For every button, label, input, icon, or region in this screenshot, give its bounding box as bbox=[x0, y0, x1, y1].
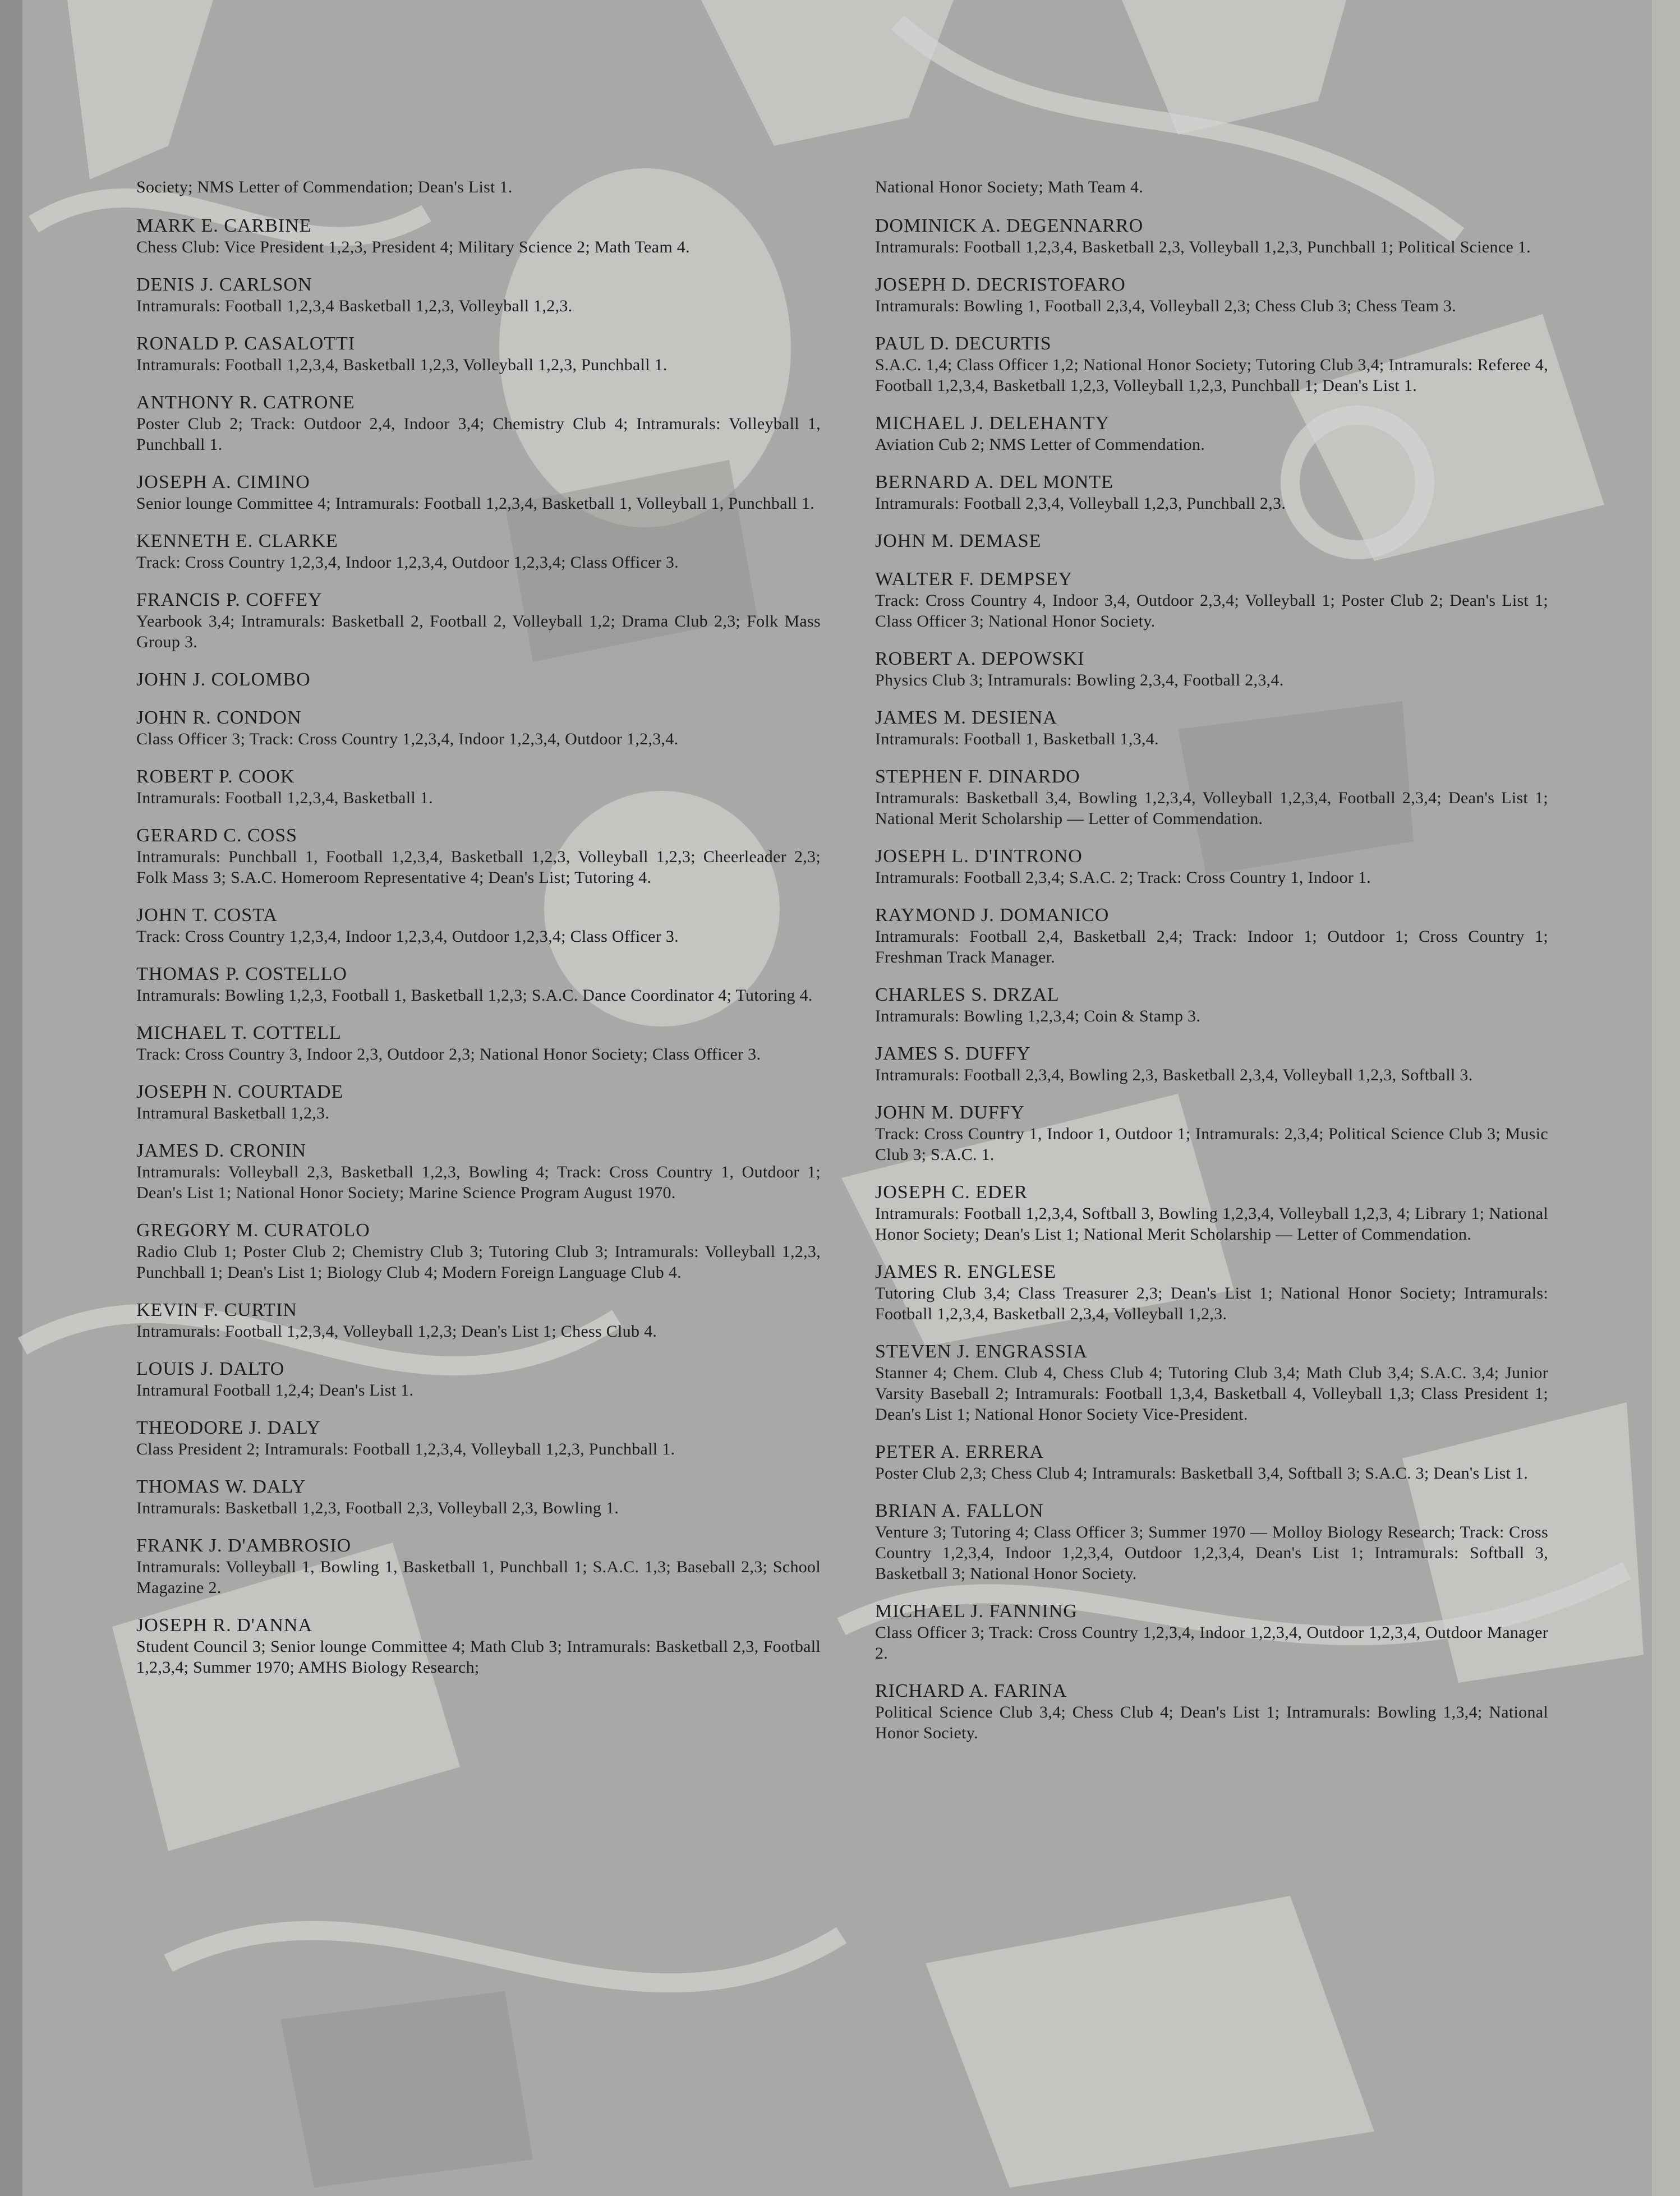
student-activities: Intramurals: Football 1,2,3,4, Basketball 1. bbox=[136, 789, 433, 807]
student-entry bbox=[136, 392, 821, 455]
student-name: JOHN M. DUFFY bbox=[875, 1102, 1025, 1123]
student-activities: Intramurals: Football 1, Basketball 1,3,4. bbox=[875, 730, 1159, 748]
student-activities: Class Officer 3; Track: Cross Country 1,2,3,4, Indoor 1,2,3,4, Outdoor 1,2,3,4, Outdoor Manager 2. bbox=[875, 1623, 1548, 1663]
student-name: MICHAEL T. COTTELL bbox=[136, 1023, 342, 1043]
student-activities: Intramural Basketball 1,2,3. bbox=[136, 1104, 330, 1122]
student-entry bbox=[136, 1140, 821, 1203]
student-entry bbox=[136, 825, 821, 888]
student-entry bbox=[136, 964, 821, 1006]
student-activities: Intramurals: Volleyball 1, Bowling 1, Basketball 1, Punchball 1; S.A.C. 1,3; Baseball 2,3; School Magazine 2. bbox=[136, 1558, 821, 1597]
student-name: JOHN M. DEMASE bbox=[875, 531, 1042, 551]
student-activities: Intramurals: Bowling 1,2,3, Football 1, Basketball 1,2,3; S.A.C. Dance Coordinator 4; Tutoring 4. bbox=[136, 986, 813, 1005]
student-activities: Intramurals: Football 1,2,3,4, Basketball 1,2,3, Volleyball 1,2,3, Punchball 1. bbox=[136, 356, 668, 374]
student-entry bbox=[136, 1615, 821, 1678]
student-entry bbox=[136, 274, 821, 316]
student-name: JAMES D. CRONIN bbox=[136, 1140, 307, 1161]
student-activities: Intramurals: Volleyball 2,3, Basketball 1,2,3, Bowling 4; Track: Cross Country 1, Outdoor 1; Dean's List 1; National Honor Society; Marine Science Program August 1970. bbox=[136, 1163, 821, 1202]
student-name: BERNARD A. DEL MONTE bbox=[875, 472, 1113, 492]
left-column bbox=[136, 177, 821, 1695]
student-name: KENNETH E. CLARKE bbox=[136, 531, 338, 551]
student-name: PETER A. ERRERA bbox=[875, 1442, 1044, 1462]
student-activities: Intramurals: Football 2,3,4, Bowling 2,3, Basketball 2,3,4, Volleyball 1,2,3, Softball 3. bbox=[875, 1066, 1473, 1084]
student-name: GREGORY M. CURATOLO bbox=[136, 1220, 370, 1241]
student-entry bbox=[875, 1601, 1548, 1664]
student-activities: Intramurals: Football 2,3,4, Volleyball 1,2,3, Punchball 2,3. bbox=[875, 494, 1286, 513]
continued-text: National Honor Society; Math Team 4. bbox=[875, 178, 1144, 196]
student-activities: Tutoring Club 3,4; Class Treasurer 2,3; Dean's List 1; National Honor Society; Intramurals: Football 1,2,3,4, Basketball 2,3,4, Volleyball 1,2,3. bbox=[875, 1284, 1548, 1323]
student-name: KEVIN F. CURTIN bbox=[136, 1300, 297, 1320]
student-entry bbox=[136, 1023, 821, 1065]
student-entry bbox=[875, 766, 1548, 829]
student-name: JOSEPH D. DECRISTOFARO bbox=[875, 274, 1126, 295]
student-activities: Class President 2; Intramurals: Football 1,2,3,4, Volleyball 1,2,3, Punchball 1. bbox=[136, 1440, 675, 1458]
student-activities: Intramurals: Bowling 1,2,3,4; Coin & Stamp 3. bbox=[875, 1007, 1201, 1025]
student-name: WALTER F. DEMPSEY bbox=[875, 569, 1073, 590]
student-name: MICHAEL J. FANNING bbox=[875, 1601, 1078, 1622]
student-name: GERARD C. COSS bbox=[136, 825, 298, 846]
student-name: JAMES R. ENGLESE bbox=[875, 1262, 1056, 1282]
student-name: BRIAN A. FALLON bbox=[875, 1500, 1044, 1521]
student-entry bbox=[136, 669, 821, 690]
continued-text: Society; NMS Letter of Commendation; Dean's List 1. bbox=[136, 178, 513, 196]
student-name: JOSEPH N. COURTADE bbox=[136, 1081, 344, 1102]
student-name: ANTHONY R. CATRONE bbox=[136, 392, 355, 413]
student-entry bbox=[875, 531, 1548, 552]
student-activities: Intramurals: Football 1,2,3,4 Basketball 1,2,3, Volleyball 1,2,3. bbox=[136, 297, 573, 315]
student-activities: Poster Club 2,3; Chess Club 4; Intramurals: Basketball 3,4, Softball 3; S.A.C. 3; Dean's List 1. bbox=[875, 1464, 1529, 1483]
student-activities: Intramurals: Basketball 3,4, Bowling 1,2,3,4, Volleyball 1,2,3,4, Football 2,3,4; Dean's List 1; National Merit Scholarship — Letter of Commendation. bbox=[875, 789, 1548, 828]
student-activities: Chess Club: Vice President 1,2,3, President 4; Military Science 2; Math Team 4. bbox=[136, 238, 690, 256]
student-entry bbox=[136, 215, 821, 257]
student-name: JOHN T. COSTA bbox=[136, 905, 278, 926]
student-name: ROBERT P. COOK bbox=[136, 766, 295, 787]
student-activities: Track: Cross Country 1,2,3,4, Indoor 1,2,3,4, Outdoor 1,2,3,4; Class Officer 3. bbox=[136, 553, 679, 572]
student-activities: Senior lounge Committee 4; Intramurals: Football 1,2,3,4, Basketball 1, Volleyball 1, Punchball 1. bbox=[136, 494, 814, 513]
student-name: STEVEN J. ENGRASSIA bbox=[875, 1341, 1088, 1362]
student-name: STEPHEN F. DINARDO bbox=[875, 766, 1080, 787]
student-entry bbox=[136, 1300, 821, 1342]
student-activities: Intramurals: Football 1,2,3,4, Softball 3, Bowling 1,2,3,4, Volleyball 1,2,3, 4; Library 1; National Honor Society; Dean's List 1; National Merit Scholarship — Letter of Commendation. bbox=[875, 1204, 1548, 1244]
student-activities: Track: Cross Country 1,2,3,4, Indoor 1,2,3,4, Outdoor 1,2,3,4; Class Officer 3. bbox=[136, 927, 679, 946]
student-activities: Track: Cross Country 3, Indoor 2,3, Outdoor 2,3; National Honor Society; Class Officer 3. bbox=[136, 1045, 761, 1064]
student-entry bbox=[875, 215, 1548, 257]
student-entry bbox=[136, 1417, 821, 1460]
student-activities: Intramurals: Bowling 1, Football 2,3,4, Volleyball 2,3; Chess Club 3; Chess Team 3. bbox=[875, 297, 1457, 315]
student-name: JOSEPH R. D'ANNA bbox=[136, 1615, 312, 1636]
student-entry bbox=[875, 1341, 1548, 1425]
student-entry bbox=[136, 766, 821, 808]
student-name: THOMAS P. COSTELLO bbox=[136, 964, 347, 984]
student-activities: Venture 3; Tutoring 4; Class Officer 3; Summer 1970 — Molloy Biology Research; Track: Cross Country 1,2,3,4, Indoor 1,2,3,4, Outdoor 1,2,3,4, Dean's List 1; Intramurals: Softball 3, Basketball 3; National Honor Society. bbox=[875, 1523, 1548, 1583]
student-name: JOSEPH A. CIMINO bbox=[136, 472, 310, 492]
student-activities: Student Council 3; Senior lounge Committee 4; Math Club 3; Intramurals: Basketball 2,3, Football 1,2,3,4; Summer 1970; AMHS Biology Research; bbox=[136, 1637, 821, 1677]
student-entry bbox=[875, 1500, 1548, 1584]
student-activities: Intramurals: Football 2,4, Basketball 2,4; Track: Indoor 1; Outdoor 1; Cross Country 1; Freshman Track Manager. bbox=[875, 927, 1548, 966]
student-entry bbox=[875, 1262, 1548, 1324]
student-activities: Intramurals: Punchball 1, Football 1,2,3,4, Basketball 1,2,3, Volleyball 1,2,3; Cheerleader 2,3; Folk Mass 3; S.A.C. Homeroom Representative 4; Dean's List; Tutoring 4. bbox=[136, 848, 821, 887]
student-name: RICHARD A. FARINA bbox=[875, 1681, 1067, 1701]
student-entry bbox=[136, 1535, 821, 1598]
student-entry bbox=[875, 905, 1548, 968]
student-activities: Yearbook 3,4; Intramurals: Basketball 2, Football 2, Volleyball 1,2; Drama Club 2,3; Folk Mass Group 3. bbox=[136, 612, 821, 651]
student-activities: Radio Club 1; Poster Club 2; Chemistry Club 3; Tutoring Club 3; Intramurals: Volleyball 1,2,3, Punchball 1; Dean's List 1; Biology Club 4; Modern Foreign Language Club 4. bbox=[136, 1242, 821, 1282]
student-entry bbox=[136, 531, 821, 573]
student-activities: Track: Cross Country 4, Indoor 3,4, Outdoor 2,3,4; Volleyball 1; Poster Club 2; Dean's List 1; Class Officer 3; National Honor Society. bbox=[875, 591, 1548, 630]
student-entry bbox=[875, 274, 1548, 316]
student-entry bbox=[136, 1476, 821, 1518]
student-name: MICHAEL J. DELEHANTY bbox=[875, 413, 1110, 434]
student-name: THOMAS W. DALY bbox=[136, 1476, 306, 1497]
student-name: MARK E. CARBINE bbox=[136, 215, 312, 236]
student-activities: Stanner 4; Chem. Club 4, Chess Club 4; Tutoring Club 3,4; Math Club 3,4; S.A.C. 3,4; Junior Varsity Baseball 2; Intramurals: Football 1,3,4, Basketball 4, Volleyball 1,3; Class President 1; Dean's List 1; National Honor Society Vice-President. bbox=[875, 1364, 1548, 1424]
student-entry bbox=[875, 1681, 1548, 1743]
student-activities: Physics Club 3; Intramurals: Bowling 2,3,4, Football 2,3,4. bbox=[875, 671, 1284, 689]
student-entry bbox=[136, 333, 821, 375]
student-entry bbox=[875, 1043, 1548, 1085]
student-activities: Intramurals: Football 2,3,4; S.A.C. 2; Track: Cross Country 1, Indoor 1. bbox=[875, 868, 1371, 887]
student-name: RONALD P. CASALOTTI bbox=[136, 333, 356, 354]
student-name: FRANCIS P. COFFEY bbox=[136, 590, 323, 610]
student-name: DOMINICK A. DEGENNARRO bbox=[875, 215, 1144, 236]
student-entry bbox=[875, 333, 1548, 396]
student-entry bbox=[136, 1359, 821, 1401]
student-activities: Intramural Football 1,2,4; Dean's List 1. bbox=[136, 1381, 414, 1399]
student-name: JAMES M. DESIENA bbox=[875, 707, 1057, 728]
student-entry bbox=[875, 707, 1548, 749]
student-name: THEODORE J. DALY bbox=[136, 1417, 321, 1438]
student-activities: Poster Club 2; Track: Outdoor 2,4, Indoor 3,4; Chemistry Club 4; Intramurals: Volleyball 1, Punchball 1. bbox=[136, 415, 821, 454]
student-name: CHARLES S. DRZAL bbox=[875, 984, 1060, 1005]
right-column bbox=[875, 177, 1548, 1760]
student-activities: Track: Cross Country 1, Indoor 1, Outdoor 1; Intramurals: 2,3,4; Political Science Club 3; Music Club 3; S.A.C. 1. bbox=[875, 1125, 1548, 1164]
student-activities: S.A.C. 1,4; Class Officer 1,2; National Honor Society; Tutoring Club 3,4; Intramurals: Referee 4, Football 1,2,3,4, Basketball 1,2,3, Volleyball 1,2,3, Punchball 1; Dean's List 1. bbox=[875, 356, 1548, 395]
student-activities: Intramurals: Football 1,2,3,4, Basketball 2,3, Volleyball 1,2,3, Punchball 1; Political Science 1. bbox=[875, 238, 1531, 256]
student-entry bbox=[136, 905, 821, 947]
student-entry bbox=[875, 1182, 1548, 1245]
student-entry bbox=[875, 846, 1548, 888]
student-activities: Class Officer 3; Track: Cross Country 1,2,3,4, Indoor 1,2,3,4, Outdoor 1,2,3,4. bbox=[136, 730, 679, 748]
student-activities: Aviation Cub 2; NMS Letter of Commendation. bbox=[875, 435, 1205, 454]
student-name: PAUL D. DECURTIS bbox=[875, 333, 1052, 354]
student-activities: Intramurals: Football 1,2,3,4, Volleyball 1,2,3; Dean's List 1; Chess Club 4. bbox=[136, 1322, 657, 1341]
student-entry bbox=[136, 472, 821, 514]
student-activities: Political Science Club 3,4; Chess Club 4; Dean's List 1; Intramurals: Bowling 1,3,4; National Honor Society. bbox=[875, 1703, 1548, 1742]
student-name: JOSEPH C. EDER bbox=[875, 1182, 1028, 1203]
student-name: RAYMOND J. DOMANICO bbox=[875, 905, 1110, 926]
student-name: DENIS J. CARLSON bbox=[136, 274, 312, 295]
student-entry bbox=[875, 472, 1548, 514]
student-entry bbox=[875, 569, 1548, 632]
student-name: JOHN J. COLOMBO bbox=[136, 669, 311, 690]
student-entry bbox=[136, 1081, 821, 1124]
student-name: JOHN R. CONDON bbox=[136, 707, 302, 728]
student-entry bbox=[875, 984, 1548, 1026]
student-entry bbox=[136, 590, 821, 652]
student-name: JOSEPH L. D'INTRONO bbox=[875, 846, 1083, 867]
student-entry bbox=[136, 707, 821, 749]
student-name: LOUIS J. DALTO bbox=[136, 1359, 285, 1379]
student-entry bbox=[136, 1220, 821, 1283]
student-entry bbox=[875, 1102, 1548, 1165]
student-activities: Intramurals: Basketball 1,2,3, Football 2,3, Volleyball 2,3, Bowling 1. bbox=[136, 1499, 619, 1517]
student-entry bbox=[875, 413, 1548, 455]
student-name: FRANK J. D'AMBROSIO bbox=[136, 1535, 352, 1556]
student-name: JAMES S. DUFFY bbox=[875, 1043, 1031, 1064]
student-name: ROBERT A. DEPOWSKI bbox=[875, 648, 1085, 669]
student-entry bbox=[875, 648, 1548, 690]
student-entry bbox=[875, 1442, 1548, 1484]
